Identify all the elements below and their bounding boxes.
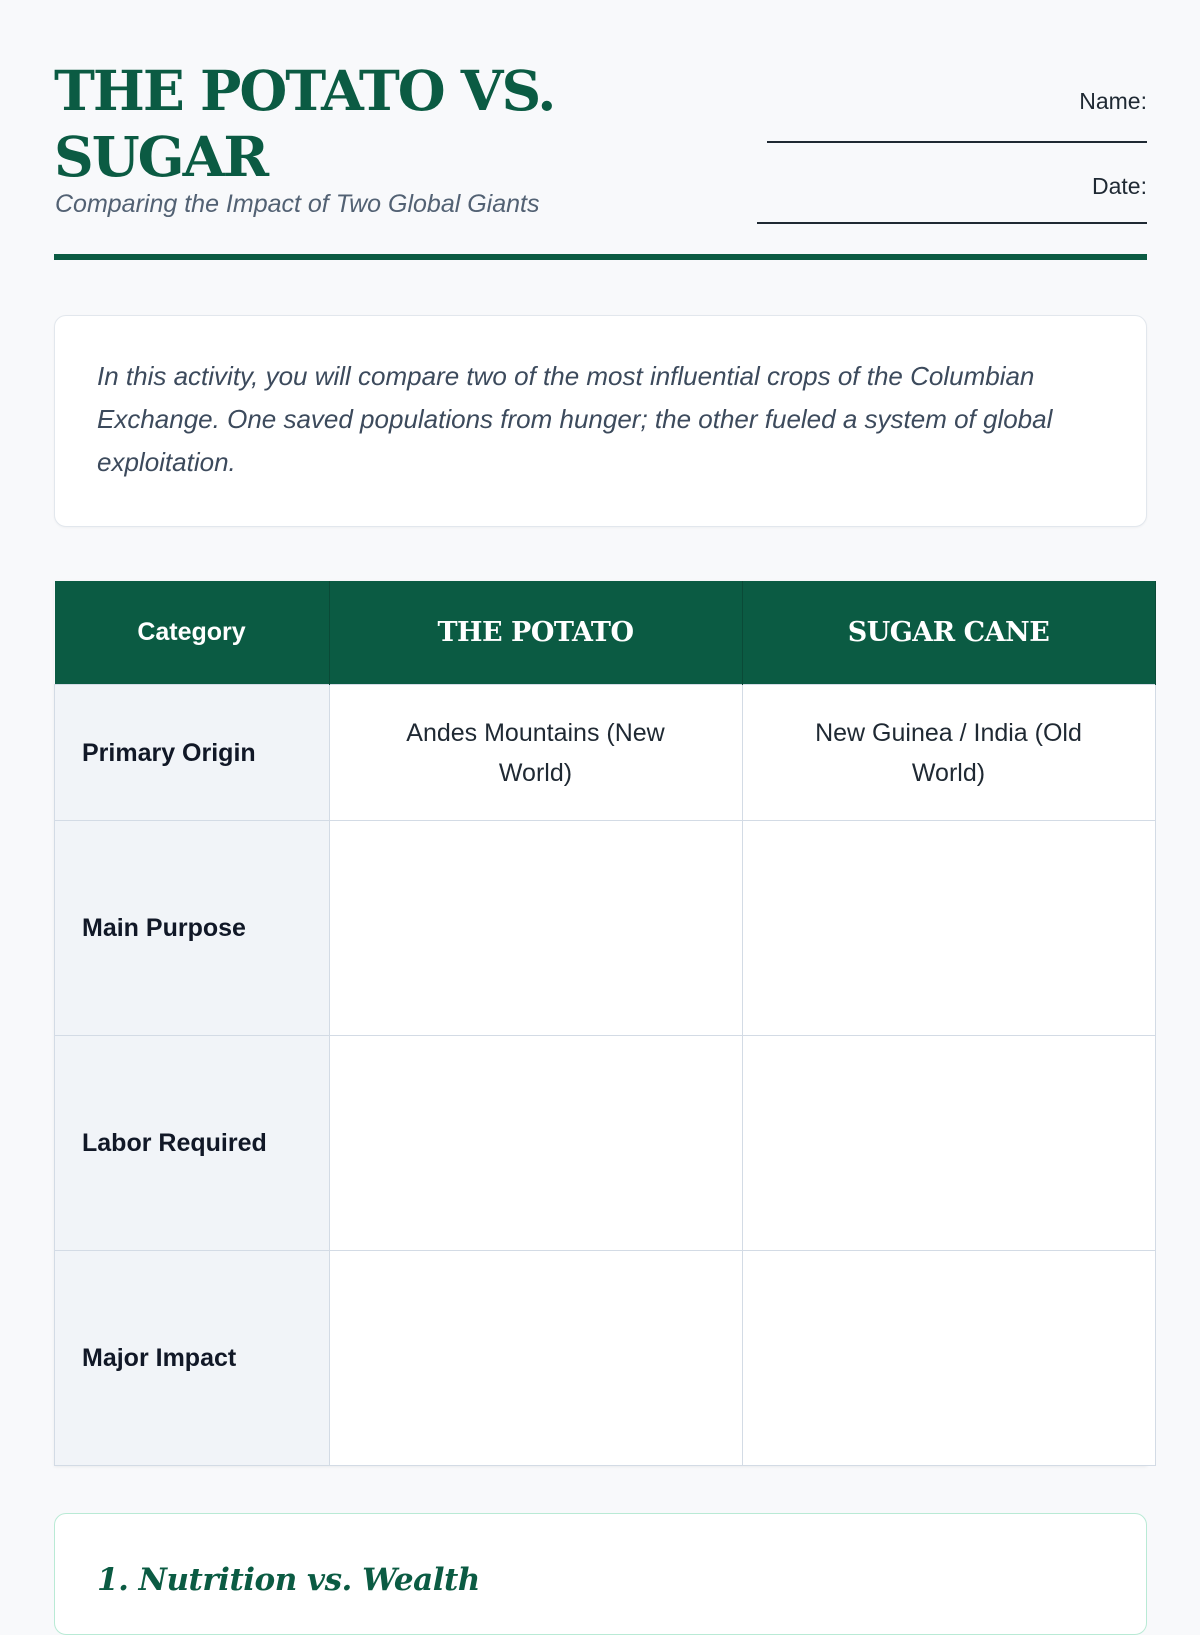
potato-cell[interactable]	[329, 685, 742, 821]
sugar-cell[interactable]	[742, 1036, 1155, 1251]
intro-text: In this activity, you will compare two of the most influential crops of the Columbian Exchange. One saved populations from hunger; the other fueled a system of global exploitation.	[97, 361, 1053, 477]
sugar-cell[interactable]	[742, 821, 1155, 1036]
worksheet-page	[54, 0, 1147, 1598]
table-row	[55, 1036, 1156, 1251]
table-header-row	[55, 581, 1156, 685]
header-divider	[54, 254, 1147, 260]
row-category: Major Impact	[55, 1251, 330, 1466]
name-blank-line[interactable]	[767, 141, 1147, 143]
row-category: Labor Required	[55, 1036, 330, 1251]
worksheet-header	[54, 0, 1147, 262]
table-row	[55, 821, 1156, 1036]
comparison-table-wrapper	[54, 581, 1147, 1466]
name-label: Name:	[1079, 88, 1147, 114]
potato-cell-text: Andes Mountains (New World)	[406, 718, 665, 787]
row-category: Primary Origin	[55, 685, 330, 821]
sugar-cell[interactable]	[742, 685, 1155, 821]
row-category: Main Purpose	[55, 821, 330, 1036]
student-info	[757, 88, 1147, 224]
date-blank-line[interactable]	[757, 222, 1147, 224]
section-card	[54, 1513, 1147, 1635]
potato-cell[interactable]	[329, 1251, 742, 1466]
header-sugar-cane: SUGAR CANE	[742, 581, 1155, 685]
page-subtitle: Comparing the Impact of Two Global Giants	[55, 190, 540, 218]
sugar-cell-text: New Guinea / India (Old World)	[815, 718, 1082, 787]
table-row	[55, 685, 1156, 821]
page-title: THE POTATO VS. SUGAR	[54, 58, 555, 189]
potato-cell[interactable]	[329, 1036, 742, 1251]
potato-cell[interactable]	[329, 821, 742, 1036]
sugar-cell[interactable]	[742, 1251, 1155, 1466]
date-label: Date:	[1092, 173, 1147, 199]
table-row	[55, 1251, 1156, 1466]
intro-box	[54, 315, 1147, 527]
comparison-table	[54, 581, 1156, 1466]
header-potato: THE POTATO	[329, 581, 742, 685]
section-heading: 1. Nutrition vs. Wealth	[97, 1562, 480, 1598]
header-category: Category	[55, 581, 330, 685]
